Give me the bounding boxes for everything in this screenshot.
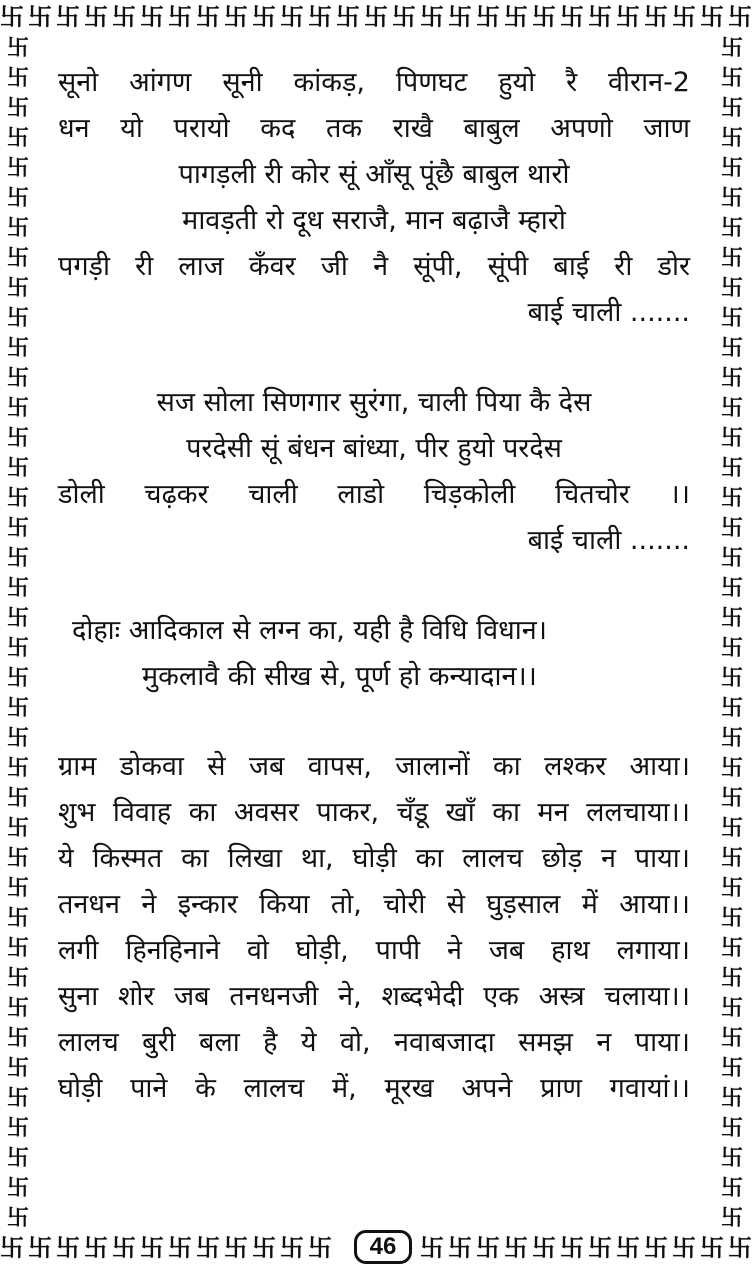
swastika-border-icon: 卐: [0, 3, 25, 31]
swastika-border-icon: 卐: [6, 1056, 29, 1081]
swastika-border-icon: 卐: [720, 66, 743, 91]
swastika-border-icon: 卐: [720, 1056, 743, 1081]
swastika-border-icon: 卐: [644, 1234, 669, 1262]
swastika-border-icon: 卐: [0, 1234, 25, 1262]
swastika-border-icon: 卐: [720, 1116, 743, 1141]
swastika-border-icon: 卐: [720, 846, 743, 871]
refrain-line: बाई चाली .......: [527, 297, 690, 328]
swastika-border-icon: 卐: [672, 1234, 697, 1262]
swastika-border-icon: 卐: [6, 1116, 29, 1141]
swastika-border-icon: 卐: [720, 726, 743, 751]
swastika-border-icon: 卐: [6, 576, 29, 601]
swastika-border-icon: 卐: [28, 1234, 53, 1262]
swastika-border-icon: 卐: [6, 906, 29, 931]
swastika-border-icon: 卐: [6, 246, 29, 271]
swastika-border-icon: 卐: [252, 3, 277, 31]
swastika-border-icon: 卐: [720, 306, 743, 331]
swastika-border-icon: 卐: [504, 1234, 529, 1262]
swastika-border-icon: 卐: [476, 1234, 501, 1262]
verse-line: धन यो परायो कद तक राखै बाबुल अपणो जाण: [58, 113, 690, 144]
swastika-border-icon: 卐: [308, 1234, 333, 1262]
swastika-border-icon: 卐: [6, 126, 29, 151]
swastika-border-icon: 卐: [6, 396, 29, 421]
swastika-border-icon: 卐: [6, 546, 29, 571]
swastika-border-icon: 卐: [6, 1206, 29, 1231]
swastika-border-icon: 卐: [6, 1146, 29, 1171]
swastika-border-icon: 卐: [224, 1234, 249, 1262]
swastika-border-icon: 卐: [6, 666, 29, 691]
verse-line: घोड़ी पाने के लालच में, मूरख अपने प्राण गवायां।।: [58, 1073, 690, 1104]
swastika-border-icon: 卐: [280, 1234, 305, 1262]
swastika-border-icon: 卐: [84, 1234, 109, 1262]
swastika-border-icon: 卐: [84, 3, 109, 31]
swastika-border-icon: 卐: [6, 756, 29, 781]
swastika-border-icon: 卐: [56, 1234, 81, 1262]
swastika-border-icon: 卐: [6, 516, 29, 541]
swastika-border-icon: 卐: [720, 576, 743, 601]
swastika-border-icon: 卐: [6, 1026, 29, 1051]
stanza-2: [58, 380, 690, 564]
verse-line: पागड़ली री कोर सूं आँसू पूंछै बाबुल थारो: [178, 159, 570, 190]
swastika-border-icon: 卐: [6, 336, 29, 361]
swastika-border-icon: 卐: [720, 516, 743, 541]
swastika-border-icon: 卐: [700, 1234, 725, 1262]
swastika-border-icon: 卐: [6, 426, 29, 451]
swastika-border-icon: 卐: [56, 3, 81, 31]
swastika-border-icon: 卐: [6, 966, 29, 991]
swastika-border-icon: 卐: [720, 636, 743, 661]
swastika-border-icon: 卐: [6, 366, 29, 391]
swastika-border-icon: 卐: [720, 936, 743, 961]
verse-line: सुना शोर जब तनधनजी ने, शब्दभेदी एक अस्त्र चलाया।।: [58, 981, 690, 1012]
swastika-border-icon: 卐: [720, 816, 743, 841]
left-border: [0, 34, 36, 1229]
swastika-border-icon: 卐: [112, 3, 137, 31]
swastika-border-icon: 卐: [532, 3, 557, 31]
swastika-border-icon: 卐: [588, 1234, 613, 1262]
swastika-border-icon: 卐: [6, 936, 29, 961]
verse-line: मावड़ती रो दूध सराजै, मान बढ़ाजै म्हारो: [182, 205, 566, 236]
swastika-border-icon: 卐: [6, 606, 29, 631]
swastika-border-icon: 卐: [720, 1176, 743, 1201]
swastika-border-icon: 卐: [720, 126, 743, 151]
swastika-border-icon: 卐: [196, 3, 221, 31]
swastika-border-icon: 卐: [720, 456, 743, 481]
swastika-border-icon: 卐: [720, 1026, 743, 1051]
swastika-border-icon: 卐: [392, 3, 417, 31]
swastika-border-icon: 卐: [6, 156, 29, 181]
swastika-border-icon: 卐: [720, 426, 743, 451]
swastika-border-icon: 卐: [6, 816, 29, 841]
swastika-border-icon: 卐: [672, 3, 697, 31]
swastika-border-icon: 卐: [336, 3, 361, 31]
swastika-border-icon: 卐: [6, 96, 29, 121]
top-border: [0, 0, 753, 34]
swastika-border-icon: 卐: [720, 96, 743, 121]
swastika-border-icon: 卐: [6, 456, 29, 481]
verse-line: डोली चढ़कर चाली लाडो चिड़कोली चितचोर ।।: [58, 479, 690, 510]
swastika-border-icon: 卐: [448, 3, 473, 31]
swastika-border-icon: 卐: [720, 546, 743, 571]
verse-line: लगी हिनहिनाने वो घोड़ी, पापी ने जब हाथ लगाया।: [58, 935, 690, 966]
verse-line: सज सोला सिणगार सुरंगा, चाली पिया कै देस: [156, 387, 592, 418]
swastika-border-icon: 卐: [6, 786, 29, 811]
verse-line: तनधन ने इन्कार किया तो, चोरी से घुड़साल में आया।।: [58, 889, 690, 920]
stanza-1: [58, 60, 690, 336]
swastika-border-icon: 卐: [364, 3, 389, 31]
swastika-border-icon: 卐: [616, 1234, 641, 1262]
swastika-border-icon: 卐: [6, 66, 29, 91]
doha-line: दोहाः आदिकाल से लग्न का, यही है विधि विधान।: [72, 615, 547, 646]
swastika-border-icon: 卐: [196, 1234, 221, 1262]
swastika-border-icon: 卐: [504, 3, 529, 31]
bottom-border-right: [420, 1228, 753, 1269]
swastika-border-icon: 卐: [448, 1234, 473, 1262]
swastika-border-icon: 卐: [728, 1234, 753, 1262]
swastika-border-icon: 卐: [720, 606, 743, 631]
swastika-border-icon: 卐: [6, 726, 29, 751]
swastika-border-icon: 卐: [720, 396, 743, 421]
swastika-border-icon: 卐: [112, 1234, 137, 1262]
swastika-border-icon: 卐: [720, 36, 743, 61]
swastika-border-icon: 卐: [720, 966, 743, 991]
swastika-border-icon: 卐: [476, 3, 501, 31]
swastika-border-icon: 卐: [6, 636, 29, 661]
stanza-3: [58, 744, 690, 1112]
swastika-border-icon: 卐: [720, 756, 743, 781]
swastika-border-icon: 卐: [6, 1086, 29, 1111]
swastika-border-icon: 卐: [720, 996, 743, 1021]
swastika-border-icon: 卐: [532, 1234, 557, 1262]
bottom-border-left: [0, 1228, 350, 1269]
swastika-border-icon: 卐: [308, 3, 333, 31]
swastika-border-icon: 卐: [140, 1234, 165, 1262]
swastika-border-icon: 卐: [720, 486, 743, 511]
swastika-border-icon: 卐: [6, 846, 29, 871]
swastika-border-icon: 卐: [140, 3, 165, 31]
swastika-border-icon: 卐: [616, 3, 641, 31]
doha-block: [58, 608, 690, 700]
swastika-border-icon: 卐: [720, 156, 743, 181]
swastika-border-icon: 卐: [252, 1234, 277, 1262]
swastika-border-icon: 卐: [6, 276, 29, 301]
swastika-border-icon: 卐: [6, 486, 29, 511]
swastika-border-icon: 卐: [280, 3, 305, 31]
swastika-border-icon: 卐: [700, 3, 725, 31]
swastika-border-icon: 卐: [6, 996, 29, 1021]
swastika-border-icon: 卐: [588, 3, 613, 31]
swastika-border-icon: 卐: [6, 186, 29, 211]
page-number: 46: [354, 1230, 412, 1264]
verse-line: शुभ विवाह का अवसर पाकर, चँडू खाँ का मन ललचाया।।: [58, 797, 690, 828]
swastika-border-icon: 卐: [720, 216, 743, 241]
poem-content: [58, 60, 690, 1112]
doha-line: मुकलावै की सीख से, पूर्ण हो कन्यादान।।: [142, 661, 537, 692]
swastika-border-icon: 卐: [224, 3, 249, 31]
refrain-line: बाई चाली .......: [527, 525, 690, 556]
swastika-border-icon: 卐: [720, 366, 743, 391]
swastika-border-icon: 卐: [720, 1206, 743, 1231]
swastika-border-icon: 卐: [560, 3, 585, 31]
swastika-border-icon: 卐: [168, 3, 193, 31]
swastika-border-icon: 卐: [420, 1234, 445, 1262]
swastika-border-icon: 卐: [168, 1234, 193, 1262]
verse-line: लालच बुरी बला है ये वो, नवाबजादा समझ न पाया।: [58, 1027, 690, 1058]
verse-line: सूनो आंगण सूनी कांकड़, पिणघट हुयो रै वीरान-2: [58, 67, 690, 98]
verse-line: पगड़ी री लाज कँवर जी नै सूंपी, सूंपी बाई री डोर: [58, 251, 690, 282]
swastika-border-icon: 卐: [28, 3, 53, 31]
swastika-border-icon: 卐: [720, 876, 743, 901]
swastika-border-icon: 卐: [720, 276, 743, 301]
swastika-border-icon: 卐: [720, 336, 743, 361]
swastika-border-icon: 卐: [6, 1176, 29, 1201]
verse-line: ग्राम डोकवा से जब वापस, जालानों का लश्कर आया।: [58, 751, 690, 782]
right-border: [714, 34, 750, 1229]
swastika-border-icon: 卐: [720, 1086, 743, 1111]
swastika-border-icon: 卐: [720, 906, 743, 931]
swastika-border-icon: 卐: [6, 696, 29, 721]
swastika-border-icon: 卐: [6, 216, 29, 241]
verse-line: परदेसी सूं बंधन बांध्या, पीर हुयो परदेस: [186, 433, 562, 464]
swastika-border-icon: 卐: [6, 306, 29, 331]
swastika-border-icon: 卐: [720, 696, 743, 721]
swastika-border-icon: 卐: [560, 1234, 585, 1262]
verse-line: ये किस्मत का लिखा था, घोड़ी का लालच छोड़ न पाया।: [58, 843, 690, 874]
swastika-border-icon: 卐: [720, 186, 743, 211]
swastika-border-icon: 卐: [6, 36, 29, 61]
swastika-border-icon: 卐: [720, 666, 743, 691]
swastika-border-icon: 卐: [420, 3, 445, 31]
swastika-border-icon: 卐: [720, 1146, 743, 1171]
swastika-border-icon: 卐: [720, 786, 743, 811]
swastika-border-icon: 卐: [6, 876, 29, 901]
swastika-border-icon: 卐: [644, 3, 669, 31]
swastika-border-icon: 卐: [728, 3, 753, 31]
swastika-border-icon: 卐: [720, 246, 743, 271]
